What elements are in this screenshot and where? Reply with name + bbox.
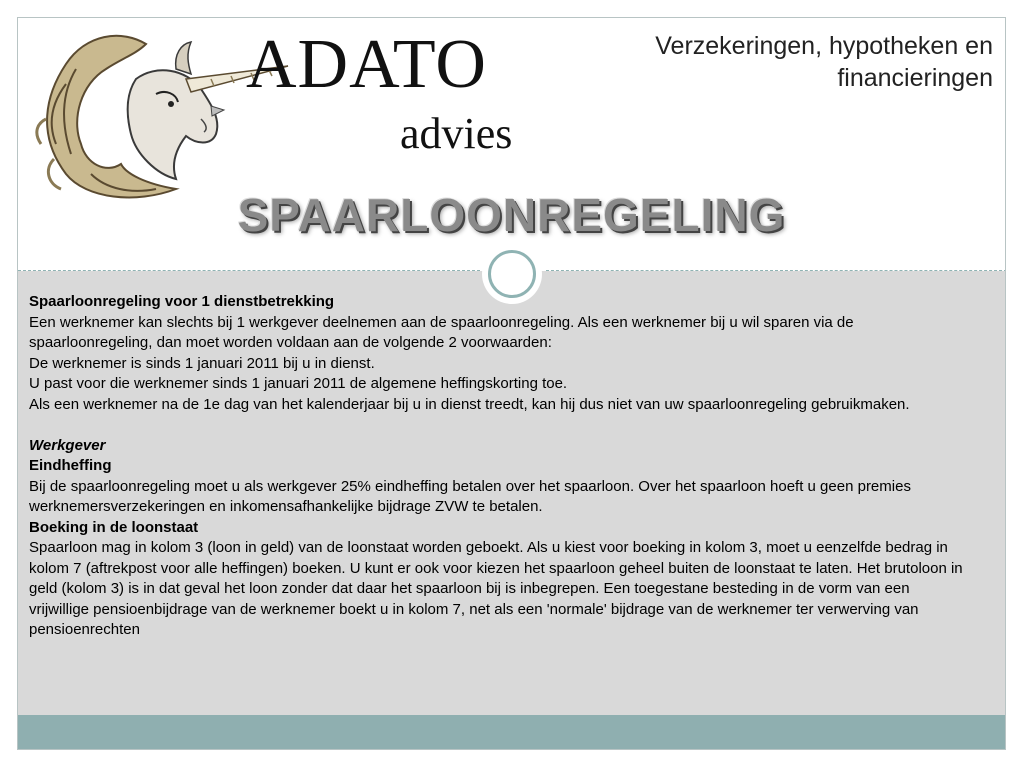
condition-item: U past voor die werknemer sinds 1 januari 2011 de algemene heffingskorting toe. <box>29 375 568 392</box>
slide-header <box>18 18 1005 271</box>
circle-ornament-icon <box>482 244 542 304</box>
ornament-ring <box>488 250 536 298</box>
paragraph: Als een werknemer na de 1e dag van het kalenderjaar bij u in dienst treedt, kan hij dus niet van uw spaarloonregeling gebruikmaken. <box>29 395 910 413</box>
condition-item: De werknemer is sinds 1 januari 2011 bij u in dienst. <box>29 354 375 372</box>
slide-title: SPAARLOONREGELING <box>237 189 786 241</box>
section-heading: Spaarloonregeling voor 1 dienstbetrekking <box>29 293 335 310</box>
brand-subtitle: advies <box>400 109 513 158</box>
paragraph: Bij de spaarloonregeling moet u als werkgever 25% eindheffing betalen over het spaarloon. Over het spaarloon hoeft u geen premies werknemersverzekeringen en inkomensafhankelijke bijdrage ZVW te betalen. <box>29 477 911 515</box>
section-heading: Boeking in de loonstaat <box>29 518 199 536</box>
section-label: Werkgever <box>29 436 106 454</box>
brand-tagline: Verzekeringen, hypotheken en financieringen <box>655 32 993 92</box>
content-block <box>29 292 969 641</box>
footer-band <box>18 715 1005 749</box>
paragraph: Spaarloon mag in kolom 3 (loon in geld) van de loonstaat worden geboekt. Als u kiest voor boeking in kolom 3, moet u eenzelfde bedrag in kolom 7 (aftrekpost voor alle heffingen) boeken. U kunt er ook voor kiezen het spaarloon geheel buiten de loonstaat te laten. Het brutoloon in geld (kolom 3) is in dat geval het loon zonder dat daar het spaarloon bij is inbegrepen. Een toegestane besteding in de vorm van een vrijwillige pensioenbijdrage van de werknemer boekt u in kolom 7, net als een 'normale' bijdrage van de werknemer ter verwerving van pensioenrechten <box>29 539 963 638</box>
section-heading: Eindheffing <box>29 457 112 474</box>
paragraph: Een werknemer kan slechts bij 1 werkgever deelnemen aan de spaarloonregeling. Als een werknemer bij u wil sparen via de spaarloonregeling, dan moet worden voldaan aan de volgende 2 voorwaarden: <box>29 313 854 351</box>
brand-name: ADATO <box>246 26 487 103</box>
spacer <box>29 415 969 436</box>
